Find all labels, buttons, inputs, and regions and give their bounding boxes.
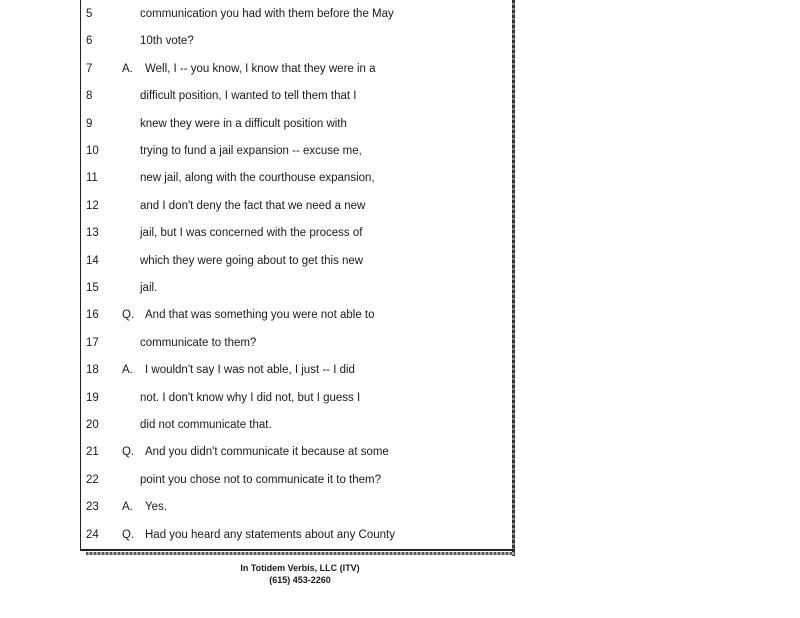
line-number: 10	[86, 145, 99, 157]
line-text: difficult position, I wanted to tell them that I	[140, 90, 357, 103]
line-text: knew they were in a difficult position with	[140, 117, 347, 130]
page-border-shadow	[86, 552, 515, 555]
line-number: 21	[86, 446, 99, 459]
line-number: 17	[86, 336, 99, 349]
speaker-label: Q.	[122, 446, 135, 459]
line-number: 5	[86, 8, 93, 20]
transcript-line	[0, 333, 520, 353]
line-text: Yes.	[145, 501, 167, 514]
line-text: not. I don't know why I did not, but I guess I	[140, 391, 361, 404]
transcript-line	[0, 31, 520, 51]
transcript-line	[0, 4, 520, 24]
speaker-label: A.	[122, 62, 133, 75]
speaker-label: A.	[122, 501, 133, 514]
line-text: Well, I -- you know, I know that they were in a	[145, 62, 376, 75]
line-number: 13	[86, 227, 99, 240]
line-text: communication you had with them before the May	[140, 8, 394, 20]
page-border-bottom	[80, 549, 515, 551]
transcript-line	[0, 223, 520, 243]
transcript-line	[0, 470, 520, 490]
transcript-line	[0, 525, 520, 545]
line-number: 24	[86, 528, 99, 541]
speaker-label: Q.	[122, 528, 135, 541]
footer-phone: (615) 453-2260	[269, 575, 331, 585]
line-number: 23	[86, 501, 99, 514]
line-text: Had you heard any statements about any County	[145, 528, 395, 541]
line-text: and I don't deny the fact that we need a new	[140, 199, 366, 212]
line-text: new jail, along with the courthouse expansion,	[140, 172, 375, 185]
line-number: 9	[86, 117, 93, 130]
line-number: 19	[86, 391, 99, 404]
transcript-line	[0, 196, 520, 216]
line-number: 20	[86, 419, 99, 431]
transcript-line	[0, 278, 520, 298]
transcript-line	[0, 360, 520, 380]
transcript-line	[0, 114, 520, 134]
line-number: 12	[86, 199, 99, 212]
transcript-line	[0, 168, 520, 188]
speaker-label: Q.	[122, 309, 135, 322]
line-number: 15	[86, 282, 99, 294]
line-text: I wouldn't say I was not able, I just -- I did	[145, 364, 355, 377]
page-border-left	[80, 0, 81, 550]
transcript-line	[0, 442, 520, 462]
line-number: 8	[86, 90, 93, 103]
transcript-line	[0, 497, 520, 517]
line-text: which they were going about to get this new	[140, 254, 364, 267]
transcript-line	[0, 141, 520, 161]
line-text: point you chose not to communicate it to them?	[140, 473, 381, 486]
line-number: 6	[86, 35, 93, 48]
line-number: 18	[86, 364, 99, 377]
line-number: 14	[86, 254, 99, 267]
line-number: 16	[86, 309, 99, 322]
line-text: trying to fund a jail expansion -- excuse me,	[140, 145, 362, 157]
line-text: jail, but I was concerned with the process of	[140, 227, 363, 240]
footer-company: In Totidem Verbis, LLC (ITV)	[240, 563, 360, 573]
line-text: communicate to them?	[140, 336, 257, 349]
speaker-label: A.	[122, 364, 133, 377]
line-text: And that was something you were not able to	[145, 309, 375, 322]
line-text: jail.	[140, 282, 158, 294]
line-number: 11	[86, 172, 98, 185]
transcript-line	[0, 251, 520, 271]
line-number: 22	[86, 473, 99, 486]
line-number: 7	[86, 62, 93, 75]
line-text: And you didn't communicate it because at some	[145, 446, 389, 459]
transcript-line	[0, 59, 520, 79]
line-text: did not communicate that.	[140, 419, 272, 431]
transcript-line	[0, 305, 520, 325]
transcript-line	[0, 388, 520, 408]
line-text: 10th vote?	[140, 35, 194, 48]
transcript-line	[0, 86, 520, 106]
transcript-line	[0, 415, 520, 435]
